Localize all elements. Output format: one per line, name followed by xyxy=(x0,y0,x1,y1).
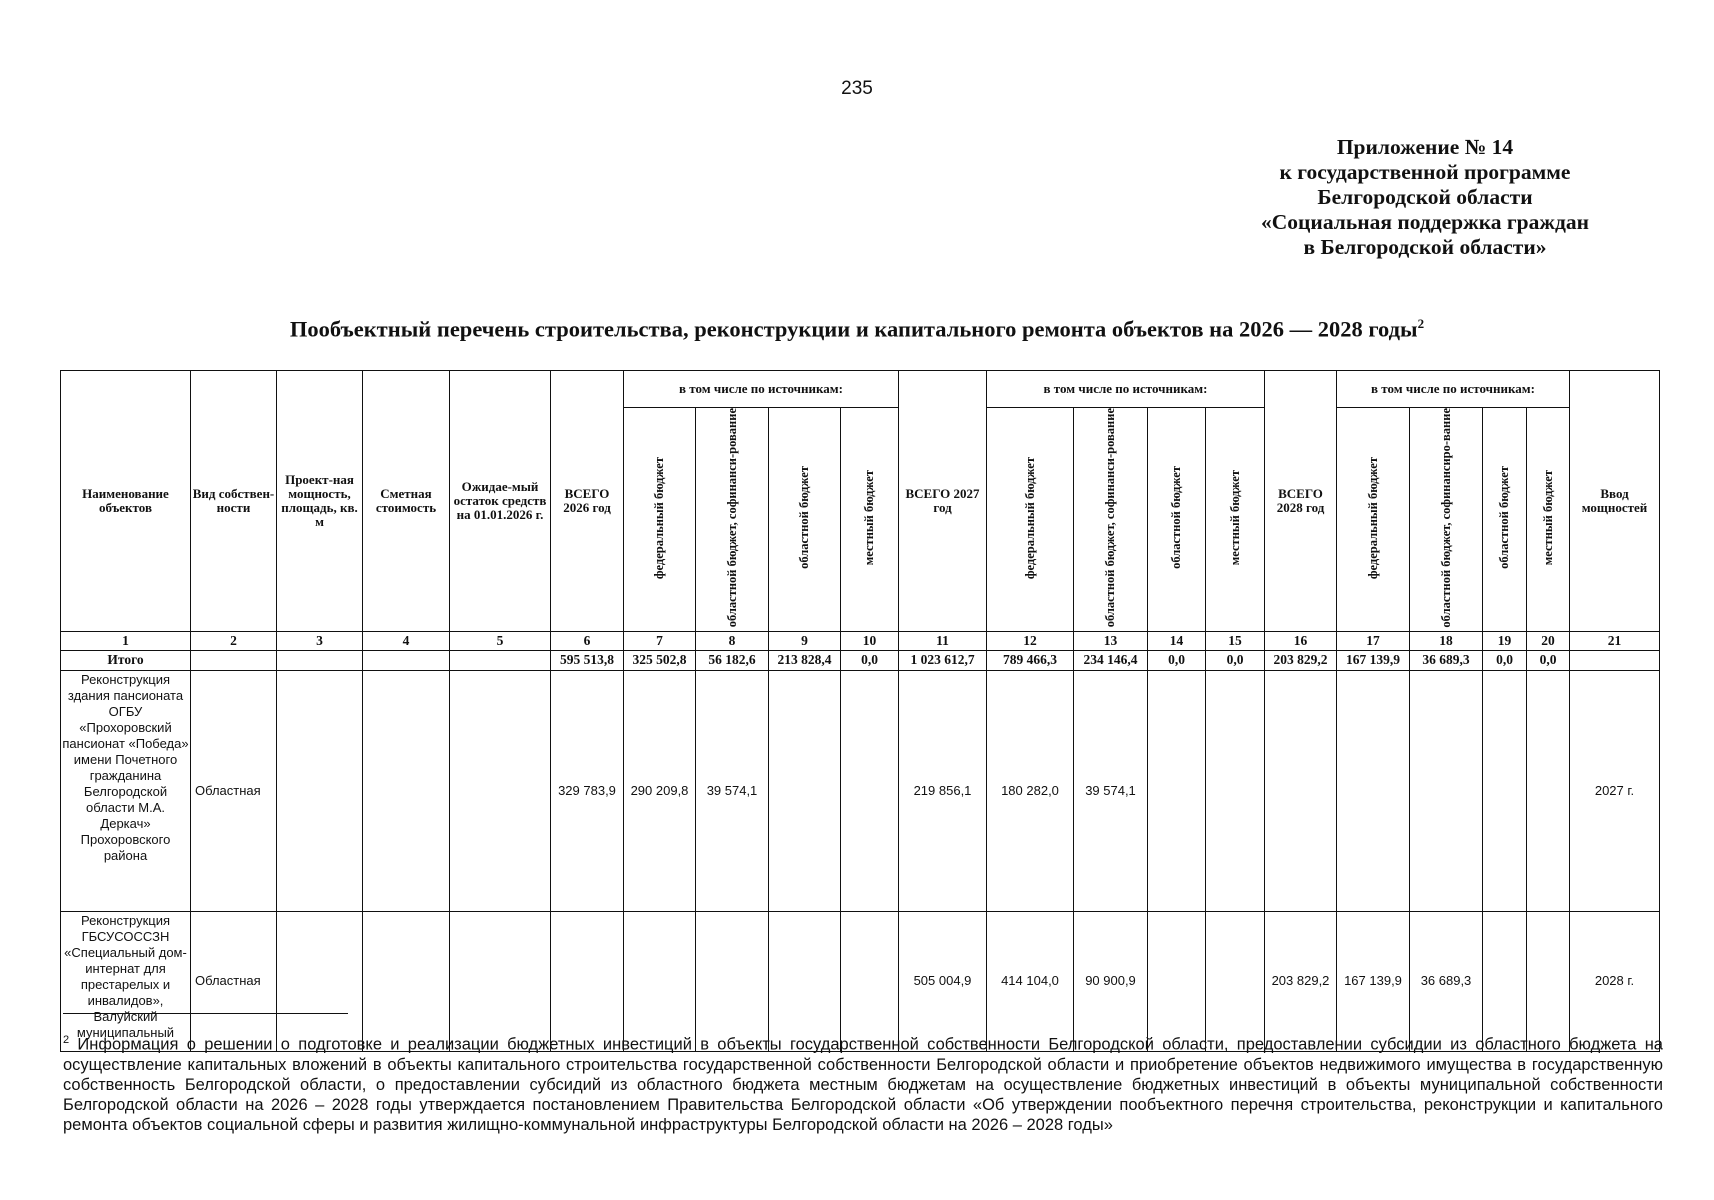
header-total-2026: ВСЕГО 2026 год xyxy=(551,371,624,632)
column-number: 11 xyxy=(899,631,987,650)
table-cell xyxy=(1483,670,1527,911)
header-ownership: Вид собствен-ности xyxy=(191,371,277,632)
column-number: 13 xyxy=(1074,631,1148,650)
column-number: 7 xyxy=(624,631,696,650)
table-cell: 39 574,1 xyxy=(696,670,769,911)
table-cell xyxy=(450,650,551,670)
column-number-row xyxy=(61,631,1660,650)
table-cell: 90 900,9 xyxy=(1074,911,1148,1051)
total-label: Итого xyxy=(61,650,191,670)
column-number: 14 xyxy=(1148,631,1206,650)
table-cell: 0,0 xyxy=(841,650,899,670)
column-number: 18 xyxy=(1410,631,1483,650)
total-row xyxy=(61,650,1660,670)
table-cell xyxy=(1410,670,1483,911)
table-cell xyxy=(1527,670,1570,911)
table-cell: 0,0 xyxy=(1483,650,1527,670)
header-src-2026-regional: областной бюджет xyxy=(769,408,841,632)
title-text: Пообъектный перечень строительства, реконструкции и капитального ремонта объектов на 2026 — 2028 годы xyxy=(289,316,1418,342)
table-cell: 180 282,0 xyxy=(987,670,1074,911)
column-number: 2 xyxy=(191,631,277,650)
footnote-text: Информация о решении о подготовке и реализации бюджетных инвестиций в объекты государственной собственности Белгородской области, предоставлении субсидии из областного бюджета на осуществление капитальных вложений в объекты капитального строительства государственной собственности Белгородской области и приобретение объектов недвижимого имущества в государственную собственность Белгородской области, о предоставлении субсидий из областного бюджета местным бюджетам на осуществление бюджетных инвестиций в объекты муниципальной собственности Белгородской области на 2026 – 2028 годы утверждается постановлением Правительства Белгородской области «Об утверждении пообъектного перечня строительства, реконструкции и капитального ремонта объектов социальной сферы и развития жилищно-коммунальной инфраструктуры Белгородской области на 2026 – 2028 годы» xyxy=(63,1035,1663,1134)
appendix-block xyxy=(1175,135,1675,260)
table-cell: 414 104,0 xyxy=(987,911,1074,1051)
column-number: 5 xyxy=(450,631,551,650)
column-number: 19 xyxy=(1483,631,1527,650)
object-name: Реконструкция здания пансионата ОГБУ «Прохоровский пансионат «Победа» имени Почетного гражданина Белгородской области М.А. Деркач» Прохоровского района xyxy=(61,670,191,911)
header-src-2027-regional: областной бюджет xyxy=(1148,408,1206,632)
commissioning-year: 2027 г. xyxy=(1570,670,1660,911)
column-number: 3 xyxy=(277,631,363,650)
table-cell: 0,0 xyxy=(1206,650,1265,670)
column-number: 9 xyxy=(769,631,841,650)
header-src-2028-regional: областной бюджет xyxy=(1483,408,1527,632)
table-cell xyxy=(841,670,899,911)
header-sources-2026: в том числе по источникам: xyxy=(624,371,899,408)
table-cell: Областная xyxy=(191,911,277,1051)
header-capacity: Проект-ная мощность, площадь, кв. м xyxy=(277,371,363,632)
footnote xyxy=(63,1030,1663,1135)
header-src-2028-federal: федеральный бюджет xyxy=(1337,408,1410,632)
table-cell xyxy=(1337,670,1410,911)
column-number: 8 xyxy=(696,631,769,650)
appendix-line: к государственной программе xyxy=(1279,160,1571,184)
table-cell: 290 209,8 xyxy=(624,670,696,911)
table-cell xyxy=(363,670,450,911)
table-cell: 167 139,9 xyxy=(1337,650,1410,670)
table-cell: 789 466,3 xyxy=(987,650,1074,670)
table-row xyxy=(61,670,1660,911)
appendix-line: Приложение № 14 xyxy=(1336,135,1514,159)
table-cell: 0,0 xyxy=(1148,650,1206,670)
table-cell xyxy=(191,650,277,670)
table-cell xyxy=(277,650,363,670)
header-commissioning: Ввод мощностей xyxy=(1570,371,1660,632)
table-cell xyxy=(363,650,450,670)
header-estimated-cost: Сметная стоимость xyxy=(363,371,450,632)
commissioning-year: 2028 г. xyxy=(1570,911,1660,1051)
table-cell xyxy=(277,670,363,911)
header-total-2028: ВСЕГО 2028 год xyxy=(1265,371,1337,632)
table-cell xyxy=(1206,670,1265,911)
header-src-2026-local: местный бюджет xyxy=(841,408,899,632)
table-cell: 167 139,9 xyxy=(1337,911,1410,1051)
header-src-2028-local: местный бюджет xyxy=(1527,408,1570,632)
header-src-2026-federal: федеральный бюджет xyxy=(624,408,696,632)
column-number: 1 xyxy=(61,631,191,650)
table-cell: 213 828,4 xyxy=(769,650,841,670)
table-cell xyxy=(1265,670,1337,911)
table-cell xyxy=(450,670,551,911)
header-src-2027-federal: федеральный бюджет xyxy=(987,408,1074,632)
column-number: 21 xyxy=(1570,631,1660,650)
column-number: 10 xyxy=(841,631,899,650)
column-number: 17 xyxy=(1337,631,1410,650)
column-number: 12 xyxy=(987,631,1074,650)
title-footnote-mark: 2 xyxy=(1417,316,1425,331)
header-src-2027-regional-cofin: областной бюджет, софинанси-рование xyxy=(1074,408,1148,632)
footnote-mark: 2 xyxy=(63,1034,70,1046)
column-number: 15 xyxy=(1206,631,1265,650)
table-cell: 595 513,8 xyxy=(551,650,624,670)
header-expected-balance: Ожидае-мый остаток средств на 01.01.2026 г. xyxy=(450,371,551,632)
table-cell: 325 502,8 xyxy=(624,650,696,670)
table-cell: 203 829,2 xyxy=(1265,650,1337,670)
page-number: 235 xyxy=(841,78,873,99)
table-cell: 36 689,3 xyxy=(1410,911,1483,1051)
appendix-line: Белгородской области xyxy=(1317,185,1533,209)
column-number: 6 xyxy=(551,631,624,650)
header-src-2028-regional-cofin: областной бюджет, софинансиро-вание xyxy=(1410,408,1483,632)
table-cell xyxy=(1148,670,1206,911)
table-cell: 56 182,6 xyxy=(696,650,769,670)
table-cell: 329 783,9 xyxy=(551,670,624,911)
header-src-2027-local: местный бюджет xyxy=(1206,408,1265,632)
appendix-line: «Социальная поддержка граждан xyxy=(1261,210,1589,234)
table-cell: 1 023 612,7 xyxy=(899,650,987,670)
table-cell: 234 146,4 xyxy=(1074,650,1148,670)
table-cell: Областная xyxy=(191,670,277,911)
column-number: 20 xyxy=(1527,631,1570,650)
header-sources-2027: в том числе по источникам: xyxy=(987,371,1265,408)
table-cell: 203 829,2 xyxy=(1265,911,1337,1051)
table-cell xyxy=(1570,650,1660,670)
footnote-separator xyxy=(63,1013,348,1014)
object-name: Реконструкция ГБСУСОССЗН «Специальный дом-интернат для престарелых и инвалидов», Валуйский муниципальный xyxy=(61,911,191,1051)
column-number: 4 xyxy=(363,631,450,650)
column-number: 16 xyxy=(1265,631,1337,650)
table-cell: 0,0 xyxy=(1527,650,1570,670)
header-sources-2028: в том числе по источникам: xyxy=(1337,371,1570,408)
header-src-2026-regional-cofin: областной бюджет, софинанси-рование xyxy=(696,408,769,632)
header-total-2027: ВСЕГО 2027 год xyxy=(899,371,987,632)
table-cell: 39 574,1 xyxy=(1074,670,1148,911)
table-cell xyxy=(769,670,841,911)
objects-table xyxy=(60,370,1660,1052)
header-name: Наименование объектов xyxy=(61,371,191,632)
table-cell: 219 856,1 xyxy=(899,670,987,911)
objects-table-wrapper xyxy=(60,370,1660,1052)
appendix-line: в Белгородской области» xyxy=(1303,235,1547,259)
table-cell: 505 004,9 xyxy=(899,911,987,1051)
document-title xyxy=(0,316,1714,343)
table-cell: 36 689,3 xyxy=(1410,650,1483,670)
